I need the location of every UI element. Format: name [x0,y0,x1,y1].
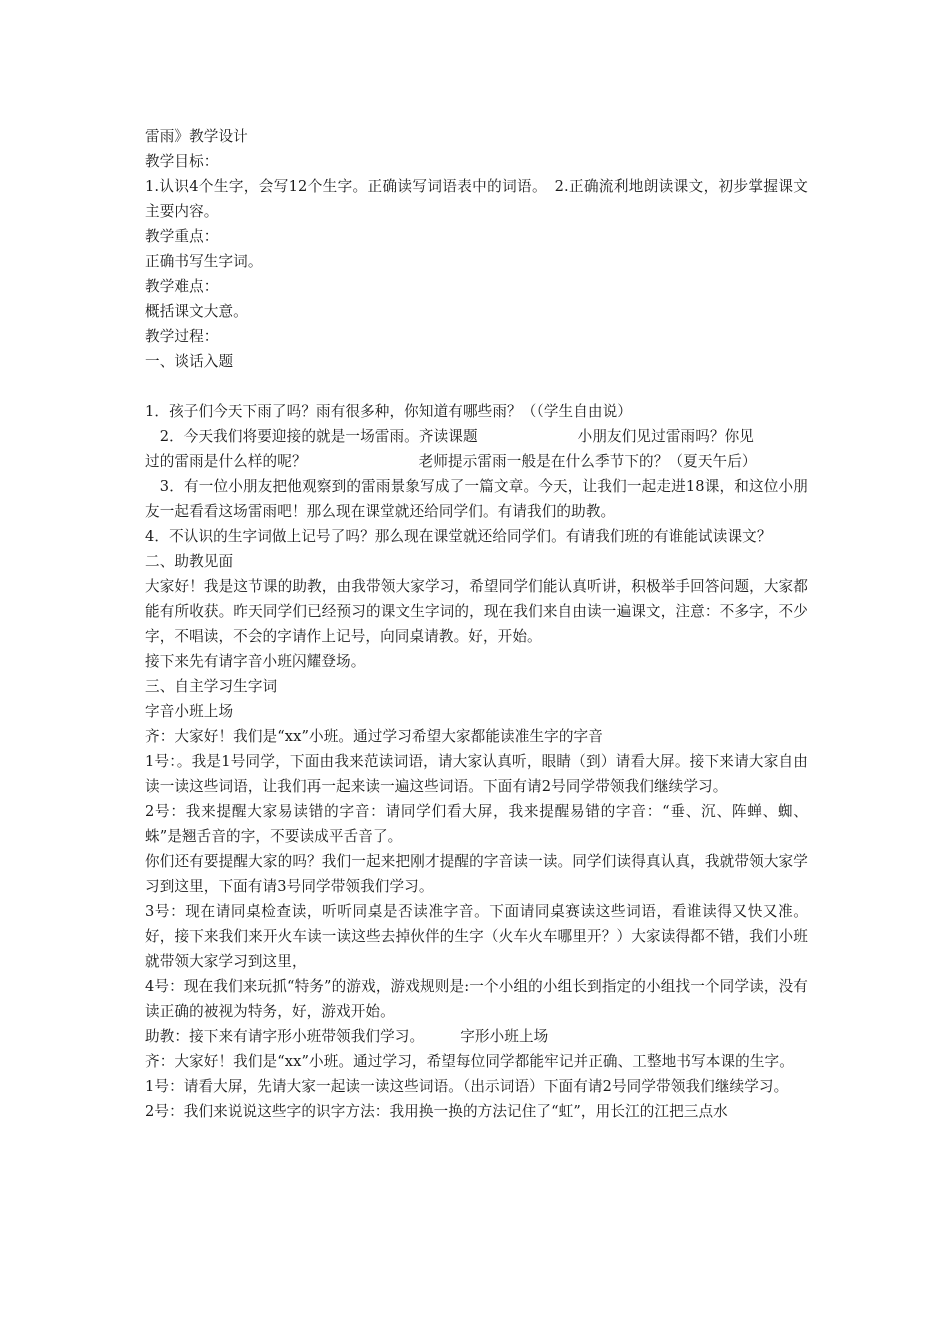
document-body [145,124,808,1124]
section3-paragraph-7 [145,1024,808,1049]
section3-paragraph-4: 你们还有要提醒大家的吗？我们一起来把刚才提醒的字音读一读。同学们读得真认真，我就带领大家学习到这里，下面有请3号同学带领我们学习。 [145,853,808,895]
section1-paragraph-2-line-1 [145,424,808,449]
key-heading: 教学重点： [145,228,219,245]
section1-paragraph-2-part-b: 小朋友们见过雷雨吗？你见 [577,428,754,445]
section1-paragraph-2-part-a: 2．今天我们将要迎接的就是一场雷雨。齐读课题 [145,428,478,445]
section3-paragraph-5: 3号：现在请同桌检查读，听听同桌是否读准字音。下面请同桌赛读这些词语，看谁读得又快又准。好，接下来我们来开火车读一读这些去掉伙伴的生字（火车火车哪里开？）大家读得都不错，我们小班就带领大家学习到这里， [145,903,808,970]
section3-paragraph-6: 4号：现在我们来玩抓“特务”的游戏，游戏规则是:一个小组的小组长到指定的小组找一个同学读，没有读正确的被视为特务，好，游戏开始。 [145,978,808,1020]
document-title: 雷雨》教学设计 [145,128,248,145]
section3-paragraph-1: 齐：大家好！我们是“xx”小班。通过学习希望大家都能读准生字的字音 [145,728,603,745]
section3-heading: 三、自主学习生字词 [145,678,278,695]
process-heading: 教学过程： [145,328,219,345]
section3-paragraph-3: 2号：我来提醒大家易读错的字音：请同学们看大屏，我来提醒易错的字音：“垂、沉、阵蝉、蜘、蛛”是翘舌音的字，不要读成平舌音了。 [145,803,808,845]
key-text: 正确书写生字词。 [145,253,263,270]
blank-line [145,374,808,399]
section2-heading: 二、助教见面 [145,553,234,570]
goals-text: 1.认识4个生字，会写12个生字。正确读写词语表中的词语。 2.正确流利地朗读课文，初步掌握课文主要内容。 [145,178,808,220]
section3-paragraph-7-part-a: 助教：接下来有请字形小班带领我们学习。 [145,1028,425,1045]
difficulty-heading: 教学难点： [145,278,219,295]
section1-heading: 一、谈话入题 [145,353,234,370]
section2-paragraph-1: 大家好！我是这节课的助教，由我带领大家学习，希望同学们能认真听讲，积极举手回答问题，大家都能有所收获。昨天同学们已经预习的课文生字词的，现在我们来自由读一遍课文，注意：不多字，不少字，不唱读，不会的字请作上记号，向同桌请教。好，开始。 [145,578,808,645]
section3-subheading-pronunciation: 字音小班上场 [145,703,234,720]
section2-paragraph-2: 接下来先有请字音小班闪耀登场。 [145,653,366,670]
goals-heading: 教学目标： [145,153,219,170]
section1-paragraph-1: 1．孩子们今天下雨了吗？雨有很多种，你知道有哪些雨？（（学生自由说） [145,403,632,420]
section1-paragraph-2-part-c: 过的雷雨是什么样的呢？ [145,453,307,470]
section3-paragraph-9: 1号：请看大屏，先请大家一起读一读这些词语。（出示词语）下面有请2号同学带领我们继续学习。 [145,1078,789,1095]
section3-paragraph-2: 1号：。我是1号同学，下面由我来范读词语，请大家认真听，眼睛（到）请看大屏。接下来请大家自由读一读这些词语，让我们再一起来读一遍这些词语。下面有请2号同学带领我们继续学习。 [145,753,808,795]
section1-paragraph-4: 4．不认识的生字词做上记号了吗？那么现在课堂就还给同学们。有请我们班的有谁能试读课文？ [145,528,772,545]
difficulty-text: 概括课文大意。 [145,303,248,320]
section3-paragraph-10: 2号：我们来说说这些字的识字方法：我用换一换的方法记住了“虹”，用长江的江把三点水 [145,1103,728,1120]
section1-paragraph-2-part-d: 老师提示雷雨一般是在什么季节下的？（夏天午后） [418,453,757,470]
section1-paragraph-3: 3．有一位小朋友把他观察到的雷雨景象写成了一篇文章。今天，让我们一起走进18课，和这位小朋友一起看看这场雷雨吧！那么现在课堂就还给同学们。有请我们的助教。 [145,478,808,520]
section3-subheading-shape: 字形小班上场 [460,1028,549,1045]
section1-paragraph-2-line-2 [145,449,808,474]
section3-paragraph-8: 齐：大家好！我们是“xx”小班。通过学习，希望每位同学都能牢记并正确、工整地书写本课的生字。 [145,1053,794,1070]
